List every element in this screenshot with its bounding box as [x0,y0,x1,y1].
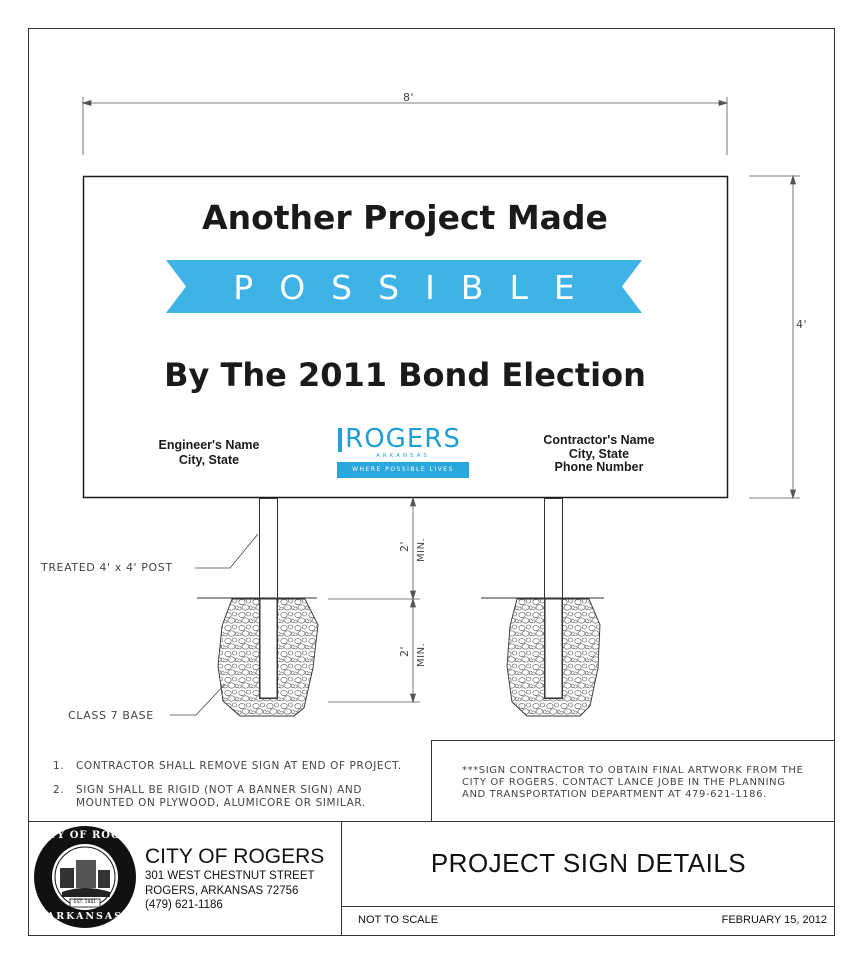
logo-tagline: WHERE POSSIBLE LIVES [352,466,454,473]
title-block-address-2: ROGERS, ARKANSAS 72756 [145,885,299,897]
artwork-note [462,765,803,801]
logo-name: ROGERS [345,424,461,454]
post-callout: TREATED 4' x 4' POST [41,561,173,574]
scale-label: NOT TO SCALE [358,914,439,926]
note-1-number: 1. [53,760,65,772]
note-2-line-2: MOUNTED ON PLYWOOD, ALUMICORE OR SIMILAR. [76,797,366,809]
sign-line-3: By The 2011 Bond Election [164,356,646,394]
seal-top-text: CITY OF ROGERS [34,830,147,841]
contractor-phone: Phone Number [554,460,644,474]
title-block-address-1: 301 WEST CHESTNUT STREET [145,870,315,882]
engineer-city: City, State [178,453,240,467]
base-callout: CLASS 7 BASE [68,709,154,722]
engineer-name: Engineer's Name [158,438,260,452]
sign-banner-word: POSSIBLE [233,268,601,307]
title-block-city: CITY OF ROGERS [145,845,325,868]
artwork-note-line-2: CITY OF ROGERS. CONTACT LANCE JOBE IN THE PLANNING [462,777,786,788]
sheet-date: FEBRUARY 15, 2012 [721,914,827,926]
contractor-city: City, State [568,446,630,461]
post-above-label: 2' [398,540,411,552]
engineer-block [146,438,272,468]
seal-est-text: EST. 1881 [73,900,97,905]
note-1-text: CONTRACTOR SHALL REMOVE SIGN AT END OF PROJECT. [76,760,402,772]
post-below-min: MIN. [416,642,427,667]
logo-sub: ARKANSAS [376,453,430,459]
title-block-phone: (479) 621-1186 [145,899,223,911]
post-above-min: MIN. [416,537,427,562]
post-below-label: 2' [398,645,411,657]
width-dimension-label: 8' [403,91,415,104]
height-dimension [749,176,800,498]
sign-line-1: Another Project Made [202,198,608,237]
note-2-number: 2. [53,784,65,796]
post-dimensions [328,498,420,702]
sheet-title: PROJECT SIGN DETAILS [430,848,747,878]
artwork-note-line-1: ***SIGN CONTRACTOR TO OBTAIN FINAL ARTWORK FROM THE [462,765,804,776]
width-dimension [83,97,727,155]
contractor-block [532,434,666,475]
contractor-name: Contractor's Name [543,433,655,447]
note-2-line-1: SIGN SHALL BE RIGID (NOT A BANNER SIGN) AND [76,784,363,796]
seal-bottom-text: ARKANSAS [46,911,124,922]
height-dimension-label: 4' [796,318,808,331]
artwork-note-line-3: AND TRANSPORTATION DEPARTMENT AT 479-621-1186. [462,789,767,800]
class-7-base [218,599,600,716]
